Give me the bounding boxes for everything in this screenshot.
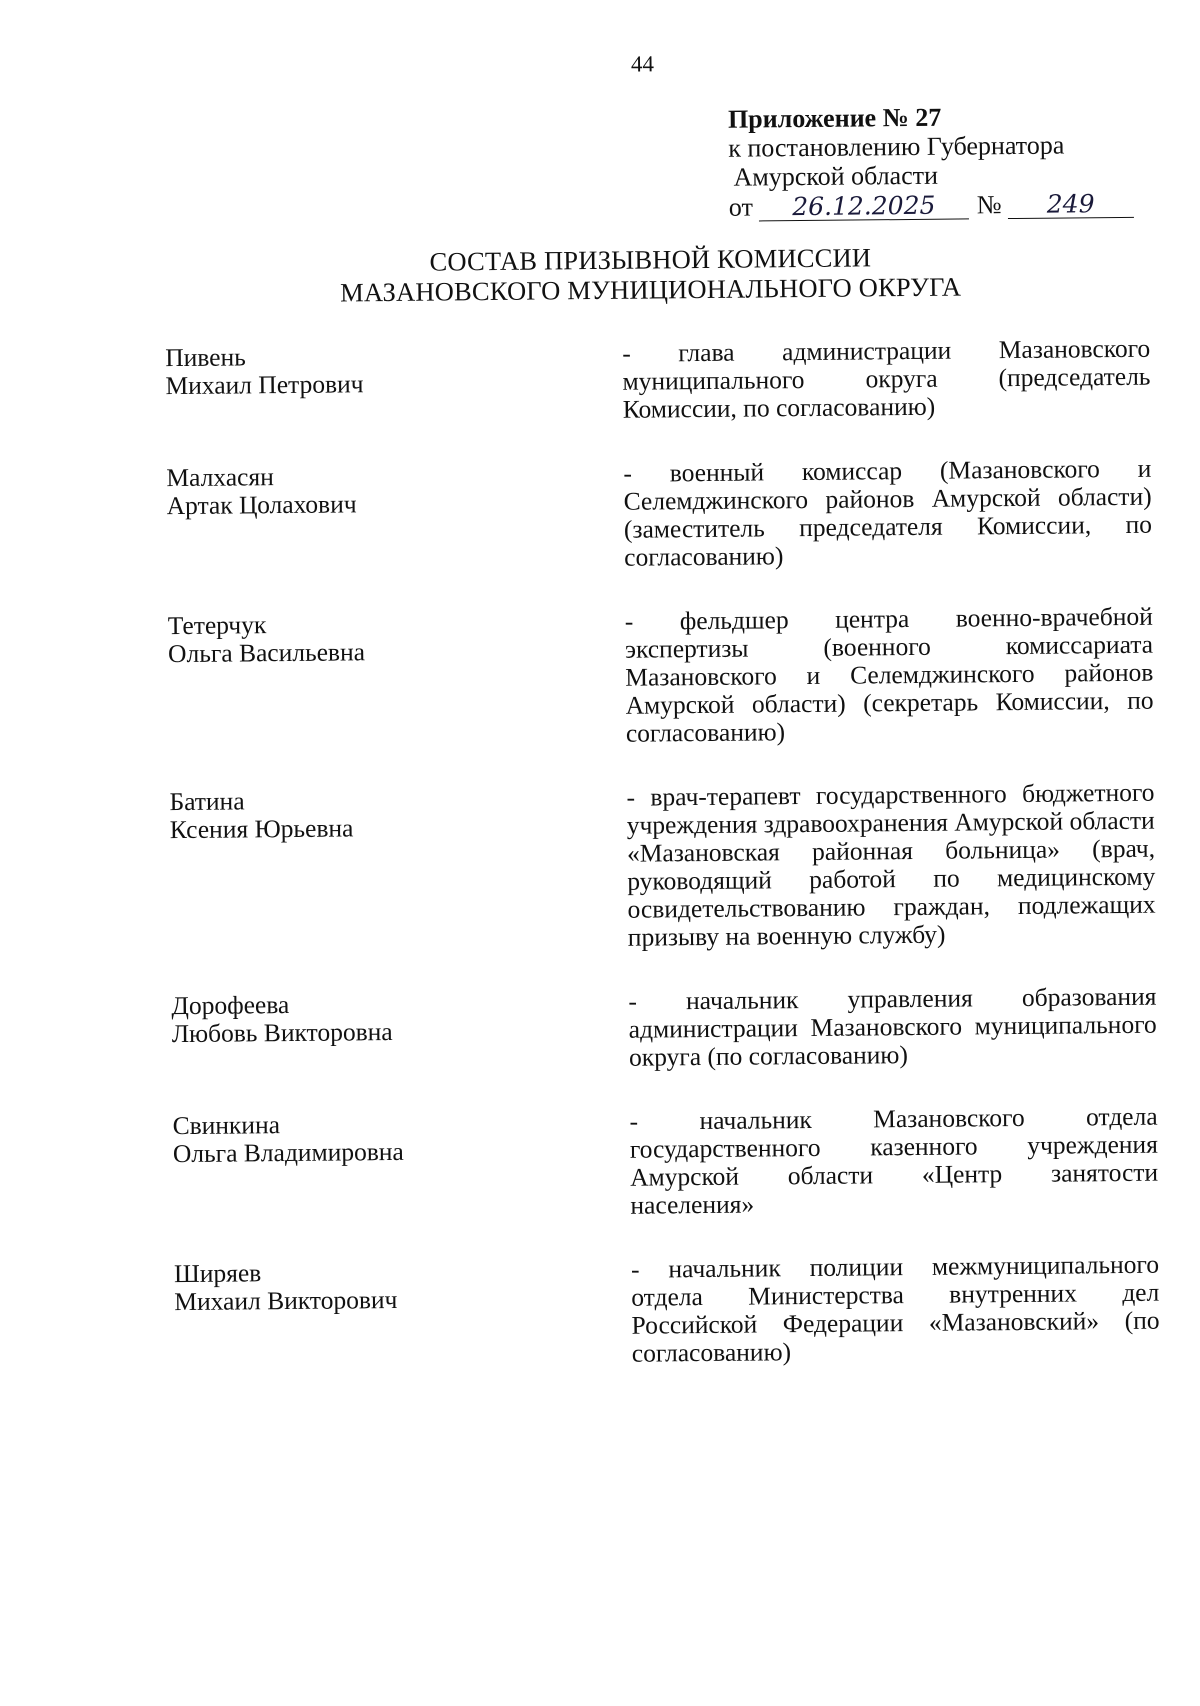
- appendix-date-number-row: [729, 189, 1149, 222]
- member-given-names: Ольга Владимировна: [172, 1136, 404, 1169]
- member-role: - врач-терапевт государственного бюджетного учреждения здравоохранения Амурской области «Мазановская районная больница» (врач, руководящий работой по медицинскому освидетельствованию граждан, подлежащих призыву на военную службу): [626, 777, 1156, 952]
- member-given-names: Артак Цолахович: [166, 489, 357, 521]
- handwritten-number: 249: [1008, 191, 1134, 219]
- member-name: [166, 460, 567, 576]
- page-number: 44: [630, 51, 655, 77]
- member-name: [165, 340, 566, 428]
- appendix-region-line: Амурской области: [733, 160, 939, 192]
- date-prefix: от: [728, 192, 754, 222]
- member-name: [172, 1108, 573, 1224]
- member-entry: [168, 603, 1154, 752]
- number-prefix: №: [976, 190, 1002, 220]
- member-name: [168, 608, 569, 752]
- member-surname: Тетерчук: [167, 610, 267, 641]
- member-given-names: Любовь Викторовна: [171, 1016, 393, 1049]
- appendix-title: Приложение № 27: [727, 102, 942, 134]
- member-name: [174, 1256, 575, 1372]
- member-role: - военный комиссар (Мазановского и Селемджинского районов Амурской области) (заместитель председателя Комиссии, по согласованию): [623, 453, 1153, 572]
- member-entry: [166, 455, 1152, 576]
- member-entry: [172, 1103, 1158, 1224]
- member-entry: [165, 335, 1151, 428]
- member-entry: [169, 779, 1156, 956]
- member-given-names: Михаил Петрович: [165, 369, 364, 401]
- document-title: [0, 238, 1200, 311]
- member-surname: Свинкина: [172, 1110, 281, 1141]
- member-surname: Пивень: [165, 342, 246, 373]
- member-role: - начальник Мазановского отдела государственного казенного учреждения Амурской области «Центр занятости населения»: [629, 1101, 1159, 1220]
- appendix-resolution-line: к постановлению Губернатора: [728, 130, 1065, 163]
- appendix-header: [728, 101, 1149, 222]
- member-role: - начальник управления образования администрации Мазановского муниципального округа (по согласованию): [628, 981, 1157, 1072]
- document-title-line-2: МАЗАНОВСКОГО МУНИЦИОНАЛЬНОГО ОКРУГА: [339, 271, 962, 308]
- commission-members-list: [165, 335, 1160, 1372]
- member-given-names: Ксения Юрьевна: [169, 813, 354, 845]
- member-given-names: Михаил Викторович: [174, 1284, 398, 1317]
- member-name: [171, 988, 572, 1076]
- member-surname: Батина: [169, 786, 245, 817]
- handwritten-date: 26.12.2025: [759, 192, 969, 221]
- member-entry: [174, 1251, 1160, 1372]
- member-role: - глава администрации Мазановского муниципального округа (председатель Комиссии, по согласованию): [622, 333, 1151, 424]
- member-given-names: Ольга Васильевна: [167, 637, 366, 669]
- member-surname: Дорофеева: [171, 989, 290, 1021]
- member-role: - начальник полиции межмуниципального отдела Министерства внутренних дел Российской Федерации «Мазановский» (по согласованию): [630, 1249, 1160, 1368]
- member-surname: Малхасян: [166, 462, 274, 493]
- member-entry: [171, 983, 1157, 1076]
- member-role: - фельдшер центра военно-врачебной экспертизы (военного комиссариата Мазановского и Селемджинского районов Амурской области) (секретарь Комиссии, по согласованию): [624, 601, 1154, 748]
- member-surname: Ширяев: [173, 1258, 262, 1289]
- document-title-line-1: СОСТАВ ПРИЗЫВНОЙ КОМИССИИ: [429, 242, 872, 277]
- member-name: [169, 784, 571, 956]
